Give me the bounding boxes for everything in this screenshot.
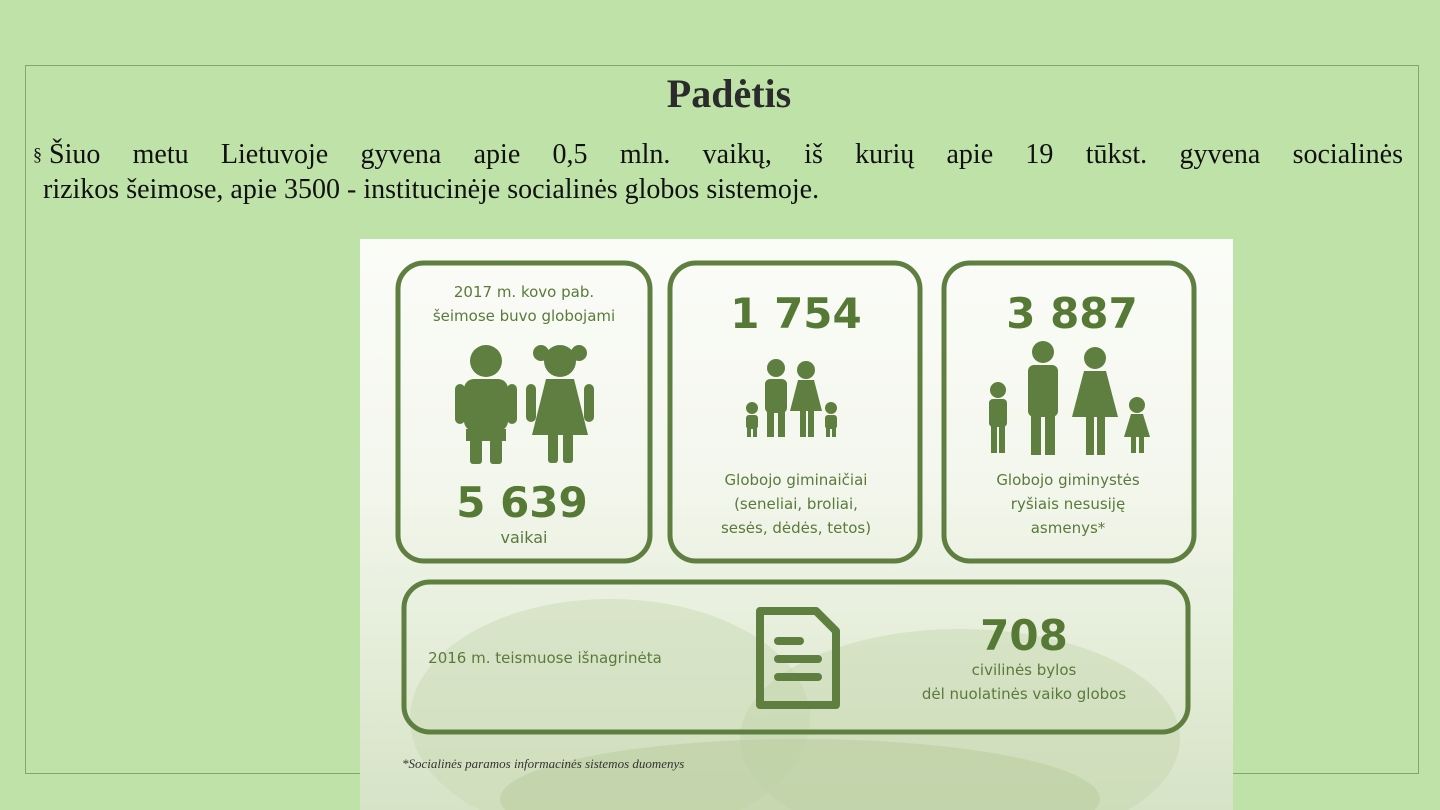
box1-number: 5 639 — [456, 478, 588, 527]
bullet-icon: § — [33, 144, 42, 164]
boy-girl-icon — [455, 345, 594, 464]
bullet-text-2: rizikos šeimose, apie 3500 - institucinėje socialinės globos sistemoje. — [43, 174, 820, 205]
box3-caption-3: asmenys* — [1030, 519, 1106, 537]
infographic-svg — [360, 239, 1233, 810]
bullet-text-1: Šiuo metu Lietuvoje gyvena apie 0,5 mln. vaikų, iš kurių apie 19 tūkst. gyvena socialinės — [49, 139, 1403, 170]
box2-caption-3: sesės, dėdės, tetos) — [720, 519, 872, 537]
family-icon — [746, 359, 837, 437]
box2-caption-1: Globojo giminaičiai — [724, 471, 868, 489]
box3-caption-2: ryšiais nesusiję — [1010, 495, 1126, 513]
bullet-paragraph — [33, 137, 1403, 207]
box4-number: 708 — [980, 611, 1068, 660]
box3-caption-1: Globojo giminystės — [996, 471, 1140, 489]
box4-left-text: 2016 m. teismuose išnagrinėta — [428, 649, 662, 667]
box1-caption: vaikai — [500, 528, 548, 547]
footnote: *Socialinės paramos informacinės sistemos duomenys — [402, 756, 685, 771]
bullet-line-1 — [33, 137, 1403, 172]
family-icon — [989, 341, 1150, 455]
box4-caption-2: dėl nuolatinės vaiko globos — [921, 685, 1127, 703]
box1-heading-1: 2017 m. kovo pab. — [453, 283, 595, 301]
infographic-image — [360, 239, 1233, 810]
box2-number: 1 754 — [730, 289, 862, 338]
box4-caption-1: civilinės bylos — [971, 661, 1077, 679]
slide-title: Padėtis — [666, 71, 792, 116]
box2-caption-2: (seneliai, broliai, — [734, 495, 858, 513]
box3-number: 3 887 — [1006, 289, 1138, 338]
box1-heading-2: šeimose buvo globojami — [432, 307, 616, 325]
